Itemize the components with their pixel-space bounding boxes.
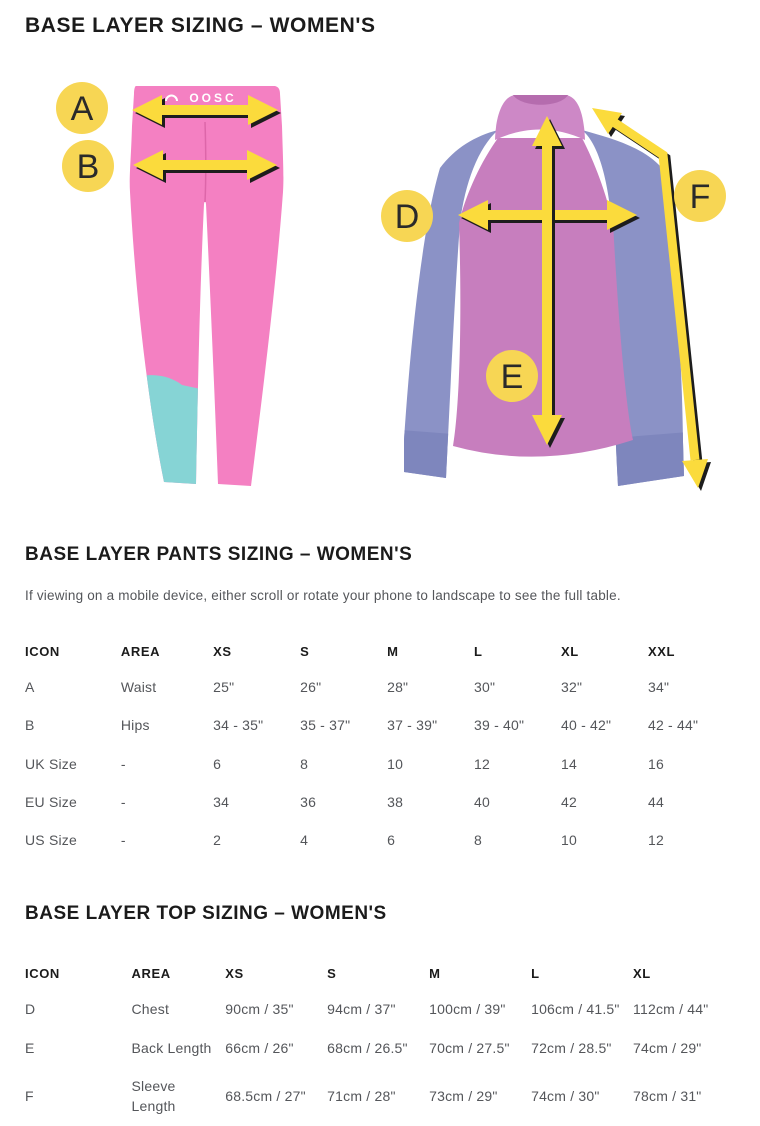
table-cell: 74cm / 30" (531, 1088, 600, 1105)
brand-logo-text: OOSC (189, 91, 237, 105)
page-title: BASE LAYER SIZING – WOMEN'S (25, 14, 376, 37)
leggings-teal-panel (122, 375, 210, 494)
left-cuff (400, 430, 452, 482)
table-cell: F (25, 1088, 34, 1105)
top-sizing-section (25, 903, 735, 1125)
column-header: ICON (25, 644, 60, 659)
table-row (25, 821, 735, 859)
sizing-diagrams (25, 68, 735, 498)
table-cell: E (25, 1039, 35, 1056)
table-cell: 71cm / 28" (327, 1088, 396, 1105)
label-f-letter: F (689, 178, 711, 216)
table-cell: 44 (647, 793, 664, 810)
label-a-badge (56, 82, 108, 134)
table-cell: 74cm / 29" (633, 1039, 702, 1056)
table-cell: 10 (561, 832, 577, 849)
pants-sizing-table (25, 635, 735, 859)
table-row (25, 783, 735, 821)
table-cell: Back Length (131, 1039, 212, 1056)
table-row (25, 1029, 735, 1067)
label-e-letter: E (500, 358, 524, 396)
table-cell: 37 - 39" (387, 717, 438, 734)
table-cell: 12 (647, 832, 664, 849)
table-cell: UK Size (25, 755, 77, 772)
pants-section-title: BASE LAYER PANTS SIZING – WOMEN'S (25, 544, 413, 565)
label-e-badge (486, 350, 538, 402)
table-cell: 106cm / 41.5" (531, 1001, 620, 1018)
label-a-letter: A (70, 90, 94, 128)
table-cell: 40 (474, 793, 491, 810)
top-sizing-table (25, 957, 735, 1125)
table-cell: Sleeve Length (131, 1078, 176, 1115)
leggings-diagram-image (30, 68, 330, 498)
column-header: XS (213, 644, 232, 659)
column-header: XS (225, 966, 244, 982)
table-cell: 34" (647, 679, 670, 695)
table-cell: B (25, 717, 35, 734)
table-cell: 8 (300, 755, 309, 772)
column-header: AREA (131, 966, 171, 982)
table-cell: 36 (300, 793, 317, 810)
table-cell: 90cm / 35" (225, 1001, 294, 1018)
table-cell: 16 (647, 755, 664, 772)
table-cell: Chest (131, 1001, 170, 1018)
column-header: M (429, 966, 441, 982)
table-cell: Waist (120, 679, 157, 695)
column-header: ICON (25, 966, 60, 982)
column-header: L (474, 644, 483, 659)
column-header: L (531, 966, 540, 982)
table-cell: 66cm / 26" (225, 1039, 294, 1056)
column-header: AREA (120, 644, 161, 659)
table-cell: 68.5cm / 27" (225, 1088, 306, 1105)
label-b-letter: B (76, 148, 100, 186)
table-cell: 73cm / 29" (429, 1088, 498, 1105)
table-header-row (25, 957, 735, 990)
table-header-row (25, 635, 735, 668)
table-cell: Hips (120, 717, 150, 734)
label-f-badge (674, 170, 726, 222)
label-d-letter: D (394, 198, 420, 236)
table-cell: 42 (561, 793, 577, 810)
table-cell: 26" (300, 679, 322, 695)
table-cell: - (120, 832, 126, 849)
column-header: M (387, 644, 399, 659)
table-cell: 6 (387, 832, 396, 849)
table-row (25, 706, 735, 744)
table-cell: 34 - 35" (213, 717, 264, 734)
table-cell: 4 (300, 832, 309, 849)
top-section-title: BASE LAYER TOP SIZING – WOMEN'S (25, 903, 387, 925)
mobile-viewing-note: If viewing on a mobile device, either scroll or rotate your phone to landscape to see the full table. (25, 588, 621, 603)
table-row (25, 1067, 735, 1126)
table-cell: 14 (561, 755, 577, 772)
table-cell: 112cm / 44" (633, 1001, 709, 1018)
column-header: S (327, 966, 337, 982)
table-cell: - (120, 793, 126, 810)
table-row (25, 668, 735, 706)
table-cell: 40 - 42" (561, 717, 612, 734)
table-cell: 32" (561, 679, 583, 695)
table-cell: 72cm / 28.5" (531, 1039, 612, 1056)
table-cell: 8 (474, 832, 483, 849)
table-cell: 2 (213, 832, 222, 849)
leggings-shape (130, 86, 284, 486)
table-cell: 39 - 40" (474, 717, 525, 734)
table-row (25, 990, 735, 1028)
table-cell: 78cm / 31" (633, 1088, 702, 1105)
label-d-badge (381, 190, 433, 242)
table-cell: D (25, 1001, 36, 1018)
table-cell: 30" (474, 679, 496, 695)
top-diagram-image (370, 68, 760, 498)
table-cell: 12 (474, 755, 491, 772)
table-cell: 38 (387, 793, 404, 810)
table-cell: 68cm / 26.5" (327, 1039, 408, 1056)
table-cell: A (25, 679, 35, 695)
table-cell: 70cm / 27.5" (429, 1039, 510, 1056)
column-header: XXL (647, 644, 676, 659)
table-cell: 35 - 37" (300, 717, 351, 734)
table-cell: 25" (213, 679, 235, 695)
table-cell: 100cm / 39" (429, 1001, 506, 1018)
table-row (25, 745, 735, 783)
table-cell: US Size (25, 832, 77, 849)
table-cell: 10 (387, 755, 404, 772)
column-header: XL (561, 644, 579, 659)
label-b-badge (62, 140, 114, 192)
table-cell: 34 (213, 793, 230, 810)
table-cell: 6 (213, 755, 222, 772)
table-cell: - (120, 755, 126, 772)
column-header: S (300, 644, 310, 659)
table-cell: 94cm / 37" (327, 1001, 396, 1018)
table-cell: EU Size (25, 793, 77, 810)
table-cell: 42 - 44" (647, 717, 699, 734)
pants-sizing-section (25, 544, 735, 859)
table-cell: 28" (387, 679, 409, 695)
column-header: XL (633, 966, 651, 982)
